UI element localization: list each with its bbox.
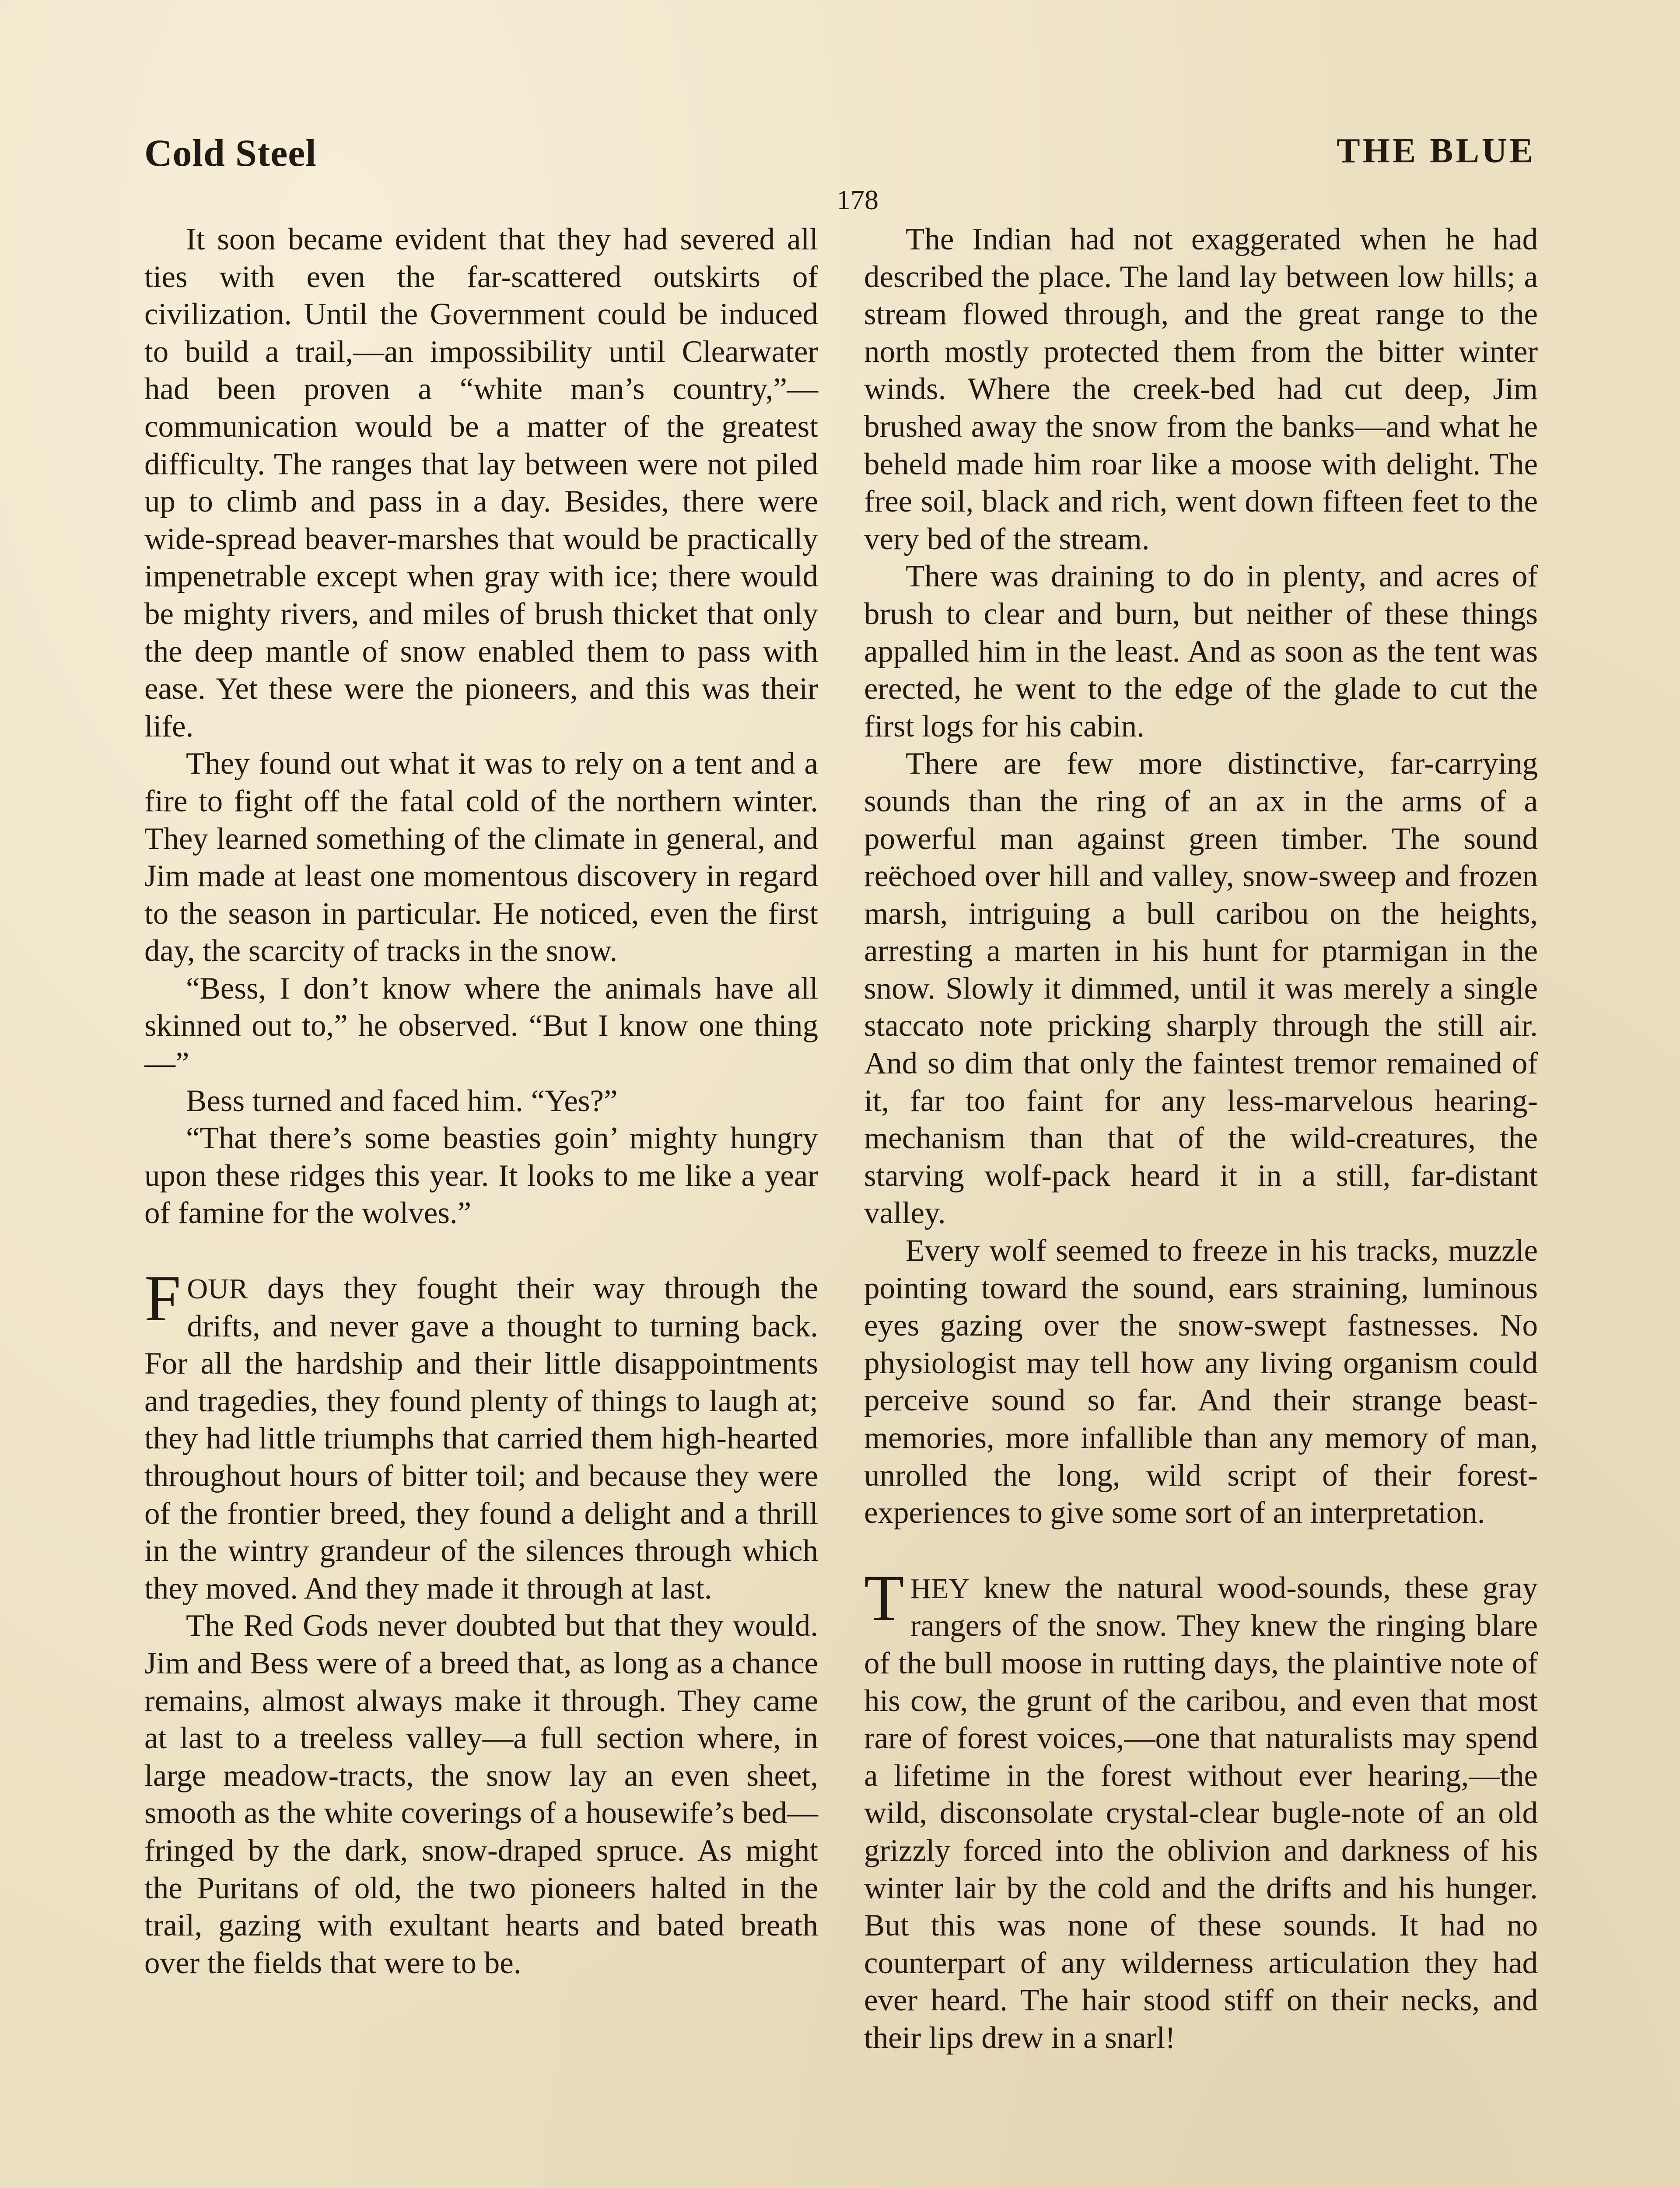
section-opening-paragraph <box>144 1262 818 1607</box>
right-text-column <box>864 221 1538 2057</box>
section-opening-paragraph <box>864 1561 1538 2057</box>
lead-in-caps: OUR <box>187 1273 248 1305</box>
paragraph: The Red Gods never doubted but that they would. Jim and Bess were of a breed that, as long as a chance remains, almost always make it through. They came at last to a treeless valley—a full section where, in large meadow-tracts, the snow lay an even sheet, smooth as the white coverings of a housewife’s bed—fringed by the dark, snow-draped spruce. As might the Puritans of old, the two pioneers halted in the trail, gazing with exultant hearts and bated breath over the fields that were to be. <box>144 1609 818 1980</box>
paragraph: Every wolf seemed to freeze in his tracks, muzzle pointing toward the sound, ears straining, luminous eyes gazing over the snow-swept fastnesses. No physiologist may tell how any living organism could perceive sound so far. And their strange beast-memories, more infallible than any memory of man, unrolled the long, wild script of their forest-experiences to give some sort of an interpretation. <box>864 1234 1538 1530</box>
lead-in-caps: HEY <box>910 1572 970 1605</box>
running-head-magazine-title: THE BLUE <box>1337 132 1536 170</box>
paragraph-text: knew the natural wood-sounds, these gray rangers of the snow. They knew the ringing blare of the bull moose in rutting days, the plaintive note of his cow, the grunt of the caribou, and even that most rare of forest voices,—one that naturalists may spend a lifetime in the forest without ever hearing,—the wild, disconsolate crystal-clear bugle-note of an old grizzly forced into the oblivion and darkness of his winter lair by the cold and the drifts and his hunger. But this was none of these sounds. It had no counterpart of any wilderness articulation they had ever heard. The hair stood stiff on their necks, and their lips drew in a snarl! <box>864 1571 1538 2055</box>
paragraph-text: days they fought their way through the drifts, and never gave a thought to turning back. For all the hardship and their little disappointments and tragedies, they found plenty of things to laugh at; they had little triumphs that carried them high-hearted throughout hours of bitter toil; and because they were of the frontier breed, they found a delight and a thrill in the wintry grandeur of the silences through which they moved. And they made it through at last. <box>144 1271 818 1606</box>
running-head-story-title: Cold Steel <box>144 132 317 175</box>
paragraph: “That there’s some beasties goin’ mighty hungry upon these ridges this year. It looks to me like a year of famine for the wolves.” <box>144 1121 818 1231</box>
paragraph: The Indian had not exaggerated when he had described the place. The land lay between low hills; a stream flowed through, and the great range to the north mostly protected them from the bitter winter winds. Where the creek-bed had cut deep, Jim brushed away the snow from the banks—and what he beheld made him roar like a moose with delight. The free soil, black and rich, went down fifteen feet to the very bed of the stream. <box>864 222 1538 556</box>
paragraph: There are few more distinctive, far-carrying sounds than the ring of an ax in the arms of a powerful man against green timber. The sound reëchoed over hill and valley, snow-sweep and frozen marsh, intriguing a bull caribou on the heights, arresting a marten in his hunt for ptarmigan in the snow. Slowly it dimmed, until it was merely a single staccato note pricking sharply through the still air. And so dim that only the faintest tremor remained of it, far too faint for any less-marvelous hearing-mechanism than that of the wild-creatures, the starving wolf-pack heard it in a still, far-distant valley. <box>864 747 1538 1231</box>
drop-cap: T <box>864 1561 904 1634</box>
paragraph: They found out what it was to rely on a tent and a fire to fight off the fatal cold of the northern winter. They learned something of the climate in general, and Jim made at least one momentous discovery in regard to the season in particular. He noticed, even the first day, the scarcity of tracks in the snow. <box>144 747 818 968</box>
paragraph: There was draining to do in plenty, and acres of brush to clear and burn, but neither of these things appalled him in the least. And as soon as the tent was erected, he went to the edge of the glade to cut the first logs for his cabin. <box>864 559 1538 743</box>
paragraph: It soon became evident that they had severed all ties with even the far-scattered outskirts of civilization. Until the Government could be induced to build a trail,—an impossibility until Clearwater had been proven a “white man’s country,”—communication would be a matter of the greatest difficulty. The ranges that lay between were not piled up to climb and pass in a day. Besides, there were wide-spread beaver-marshes that would be practically impenetrable except when gray with ice; there would be mighty rivers, and miles of brush thicket that only the deep mantle of snow enabled them to pass with ease. Yet these were the pioneers, and this was their life. <box>144 222 818 743</box>
paragraph: “Bess, I don’t know where the animals have all skinned out to,” he observed. “But I know one thing—” <box>144 971 818 1081</box>
left-text-column <box>144 221 818 1982</box>
paragraph: Bess turned and faced him. “Yes?” <box>186 1083 618 1118</box>
drop-cap: F <box>144 1262 181 1335</box>
page-number: 178 <box>836 184 878 215</box>
